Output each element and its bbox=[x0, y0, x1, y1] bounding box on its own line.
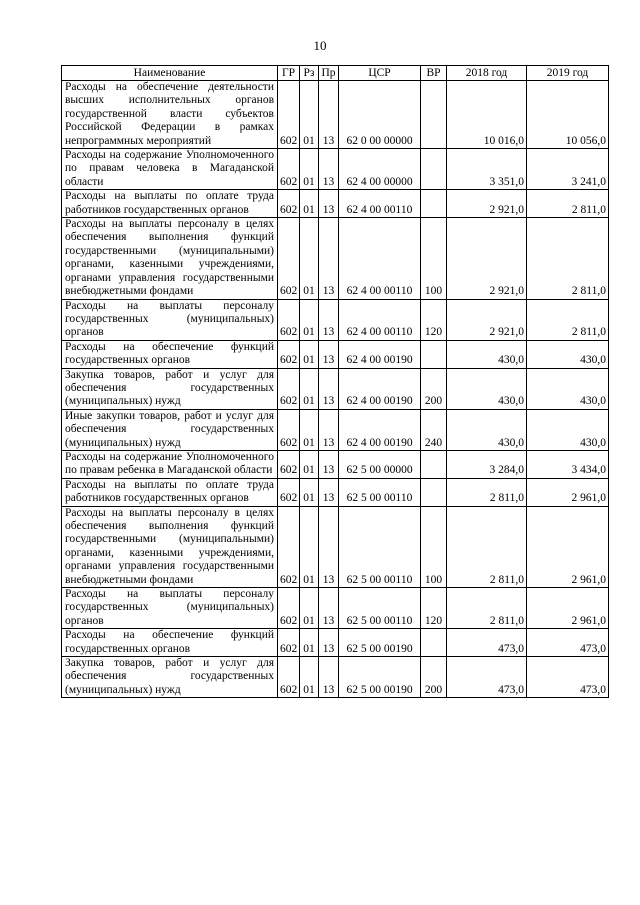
cell-2018: 430,0 bbox=[447, 368, 527, 409]
cell-csr: 62 5 00 00190 bbox=[339, 629, 421, 657]
cell-2018: 10 016,0 bbox=[447, 81, 527, 149]
cell-gr: 602 bbox=[278, 81, 300, 149]
cell-gr: 602 bbox=[278, 629, 300, 657]
cell-2019: 430,0 bbox=[527, 409, 609, 450]
cell-2018: 3 284,0 bbox=[447, 450, 527, 478]
cell-rz: 01 bbox=[300, 629, 319, 657]
cell-gr: 602 bbox=[278, 190, 300, 218]
cell-rz: 01 bbox=[300, 340, 319, 368]
table-header-row bbox=[62, 66, 609, 81]
header-2019: 2019 год bbox=[527, 66, 609, 81]
cell-2018: 2 811,0 bbox=[447, 478, 527, 506]
cell-vr bbox=[421, 629, 447, 657]
cell-2018: 2 921,0 bbox=[447, 190, 527, 218]
cell-csr: 62 4 00 00190 bbox=[339, 368, 421, 409]
cell-2019: 3 434,0 bbox=[527, 450, 609, 478]
cell-vr: 120 bbox=[421, 588, 447, 629]
cell-rz: 01 bbox=[300, 588, 319, 629]
cell-rz: 01 bbox=[300, 478, 319, 506]
cell-vr bbox=[421, 190, 447, 218]
cell-pr: 13 bbox=[319, 506, 339, 587]
cell-pr: 13 bbox=[319, 190, 339, 218]
cell-name: Расходы на выплаты персоналу государственных (муниципальных) органов bbox=[62, 588, 278, 629]
table-row bbox=[62, 81, 609, 149]
budget-table bbox=[61, 65, 609, 698]
table-row bbox=[62, 478, 609, 506]
cell-pr: 13 bbox=[319, 478, 339, 506]
table-row bbox=[62, 506, 609, 587]
header-name: Наименование bbox=[62, 66, 278, 81]
header-vr: ВР bbox=[421, 66, 447, 81]
cell-2018: 2 811,0 bbox=[447, 588, 527, 629]
header-csr: ЦСР bbox=[339, 66, 421, 81]
cell-rz: 01 bbox=[300, 149, 319, 190]
cell-pr: 13 bbox=[319, 588, 339, 629]
cell-2019: 2 811,0 bbox=[527, 299, 609, 340]
cell-name: Расходы на обеспечение функций государственных органов bbox=[62, 340, 278, 368]
table-row bbox=[62, 149, 609, 190]
cell-pr: 13 bbox=[319, 340, 339, 368]
cell-rz: 01 bbox=[300, 657, 319, 698]
cell-pr: 13 bbox=[319, 409, 339, 450]
cell-csr: 62 5 00 00000 bbox=[339, 450, 421, 478]
table-row bbox=[62, 340, 609, 368]
table-row bbox=[62, 588, 609, 629]
table-row bbox=[62, 218, 609, 299]
cell-pr: 13 bbox=[319, 368, 339, 409]
cell-name: Расходы на выплаты по оплате труда работников государственных органов bbox=[62, 478, 278, 506]
cell-2018: 473,0 bbox=[447, 657, 527, 698]
table-row bbox=[62, 368, 609, 409]
cell-2019: 2 811,0 bbox=[527, 190, 609, 218]
cell-2019: 10 056,0 bbox=[527, 81, 609, 149]
cell-pr: 13 bbox=[319, 149, 339, 190]
table-row bbox=[62, 450, 609, 478]
cell-gr: 602 bbox=[278, 478, 300, 506]
cell-rz: 01 bbox=[300, 506, 319, 587]
cell-2019: 473,0 bbox=[527, 657, 609, 698]
cell-name: Иные закупки товаров, работ и услуг для обеспечения государственных (муниципальных) нужд bbox=[62, 409, 278, 450]
cell-vr: 200 bbox=[421, 657, 447, 698]
cell-name: Расходы на содержание Уполномоченного по правам ребенка в Магаданской области bbox=[62, 450, 278, 478]
cell-rz: 01 bbox=[300, 450, 319, 478]
cell-name: Закупка товаров, работ и услуг для обеспечения государственных (муниципальных) нужд bbox=[62, 368, 278, 409]
cell-name: Расходы на выплаты по оплате труда работников государственных органов bbox=[62, 190, 278, 218]
cell-gr: 602 bbox=[278, 657, 300, 698]
cell-vr: 200 bbox=[421, 368, 447, 409]
cell-2018: 430,0 bbox=[447, 409, 527, 450]
cell-pr: 13 bbox=[319, 657, 339, 698]
cell-2019: 2 811,0 bbox=[527, 218, 609, 299]
table-row bbox=[62, 629, 609, 657]
cell-name: Расходы на выплаты персоналу государственных (муниципальных) органов bbox=[62, 299, 278, 340]
cell-name: Расходы на выплаты персоналу в целях обеспечения выполнения функций государственными (муниципальными) органами, казенными учреждениями, органами управления государственными внебюджетными фондами bbox=[62, 506, 278, 587]
cell-rz: 01 bbox=[300, 299, 319, 340]
cell-csr: 62 5 00 00110 bbox=[339, 588, 421, 629]
table-body bbox=[62, 81, 609, 698]
table-row bbox=[62, 190, 609, 218]
cell-2019: 2 961,0 bbox=[527, 506, 609, 587]
cell-csr: 62 4 00 00110 bbox=[339, 190, 421, 218]
cell-gr: 602 bbox=[278, 588, 300, 629]
cell-vr bbox=[421, 149, 447, 190]
cell-csr: 62 5 00 00110 bbox=[339, 506, 421, 587]
cell-gr: 602 bbox=[278, 149, 300, 190]
cell-rz: 01 bbox=[300, 81, 319, 149]
cell-vr: 100 bbox=[421, 218, 447, 299]
header-2018: 2018 год bbox=[447, 66, 527, 81]
cell-gr: 602 bbox=[278, 340, 300, 368]
cell-2019: 430,0 bbox=[527, 368, 609, 409]
cell-csr: 62 4 00 00110 bbox=[339, 299, 421, 340]
cell-csr: 62 4 00 00110 bbox=[339, 218, 421, 299]
cell-2018: 2 921,0 bbox=[447, 299, 527, 340]
cell-pr: 13 bbox=[319, 629, 339, 657]
cell-pr: 13 bbox=[319, 218, 339, 299]
cell-2019: 473,0 bbox=[527, 629, 609, 657]
cell-pr: 13 bbox=[319, 299, 339, 340]
cell-gr: 602 bbox=[278, 450, 300, 478]
table-row bbox=[62, 657, 609, 698]
cell-2018: 2 811,0 bbox=[447, 506, 527, 587]
cell-name: Закупка товаров, работ и услуг для обеспечения государственных (муниципальных) нужд bbox=[62, 657, 278, 698]
cell-vr bbox=[421, 340, 447, 368]
cell-gr: 602 bbox=[278, 409, 300, 450]
cell-vr bbox=[421, 81, 447, 149]
cell-vr: 100 bbox=[421, 506, 447, 587]
cell-2018: 430,0 bbox=[447, 340, 527, 368]
cell-gr: 602 bbox=[278, 368, 300, 409]
cell-gr: 602 bbox=[278, 299, 300, 340]
cell-vr bbox=[421, 478, 447, 506]
cell-pr: 13 bbox=[319, 81, 339, 149]
cell-vr: 120 bbox=[421, 299, 447, 340]
page-number: 10 bbox=[313, 38, 327, 53]
table-row bbox=[62, 409, 609, 450]
header-rz: Рз bbox=[300, 66, 319, 81]
cell-rz: 01 bbox=[300, 218, 319, 299]
header-gr: ГР bbox=[278, 66, 300, 81]
cell-name: Расходы на обеспечение деятельности высших исполнительных органов государственной власти субъектов Российской Федерации в рамках непрограммных мероприятий bbox=[62, 81, 278, 149]
cell-csr: 62 4 00 00190 bbox=[339, 340, 421, 368]
cell-csr: 62 4 00 00190 bbox=[339, 409, 421, 450]
table-row bbox=[62, 299, 609, 340]
cell-rz: 01 bbox=[300, 409, 319, 450]
cell-2019: 3 241,0 bbox=[527, 149, 609, 190]
cell-name: Расходы на обеспечение функций государственных органов bbox=[62, 629, 278, 657]
cell-csr: 62 5 00 00190 bbox=[339, 657, 421, 698]
cell-gr: 602 bbox=[278, 506, 300, 587]
cell-2018: 473,0 bbox=[447, 629, 527, 657]
cell-2019: 2 961,0 bbox=[527, 478, 609, 506]
cell-2018: 2 921,0 bbox=[447, 218, 527, 299]
cell-2019: 430,0 bbox=[527, 340, 609, 368]
cell-rz: 01 bbox=[300, 190, 319, 218]
cell-2018: 3 351,0 bbox=[447, 149, 527, 190]
cell-name: Расходы на выплаты персоналу в целях обеспечения выполнения функций государственными (муниципальными) органами, казенными учреждениями, органами управления государственными внебюджетными фондами bbox=[62, 218, 278, 299]
cell-csr: 62 0 00 00000 bbox=[339, 81, 421, 149]
cell-name: Расходы на содержание Уполномоченного по правам человека в Магаданской области bbox=[62, 149, 278, 190]
cell-vr: 240 bbox=[421, 409, 447, 450]
cell-pr: 13 bbox=[319, 450, 339, 478]
cell-2019: 2 961,0 bbox=[527, 588, 609, 629]
cell-gr: 602 bbox=[278, 218, 300, 299]
cell-csr: 62 5 00 00110 bbox=[339, 478, 421, 506]
header-pr: Пр bbox=[319, 66, 339, 81]
cell-rz: 01 bbox=[300, 368, 319, 409]
cell-csr: 62 4 00 00000 bbox=[339, 149, 421, 190]
cell-vr bbox=[421, 450, 447, 478]
